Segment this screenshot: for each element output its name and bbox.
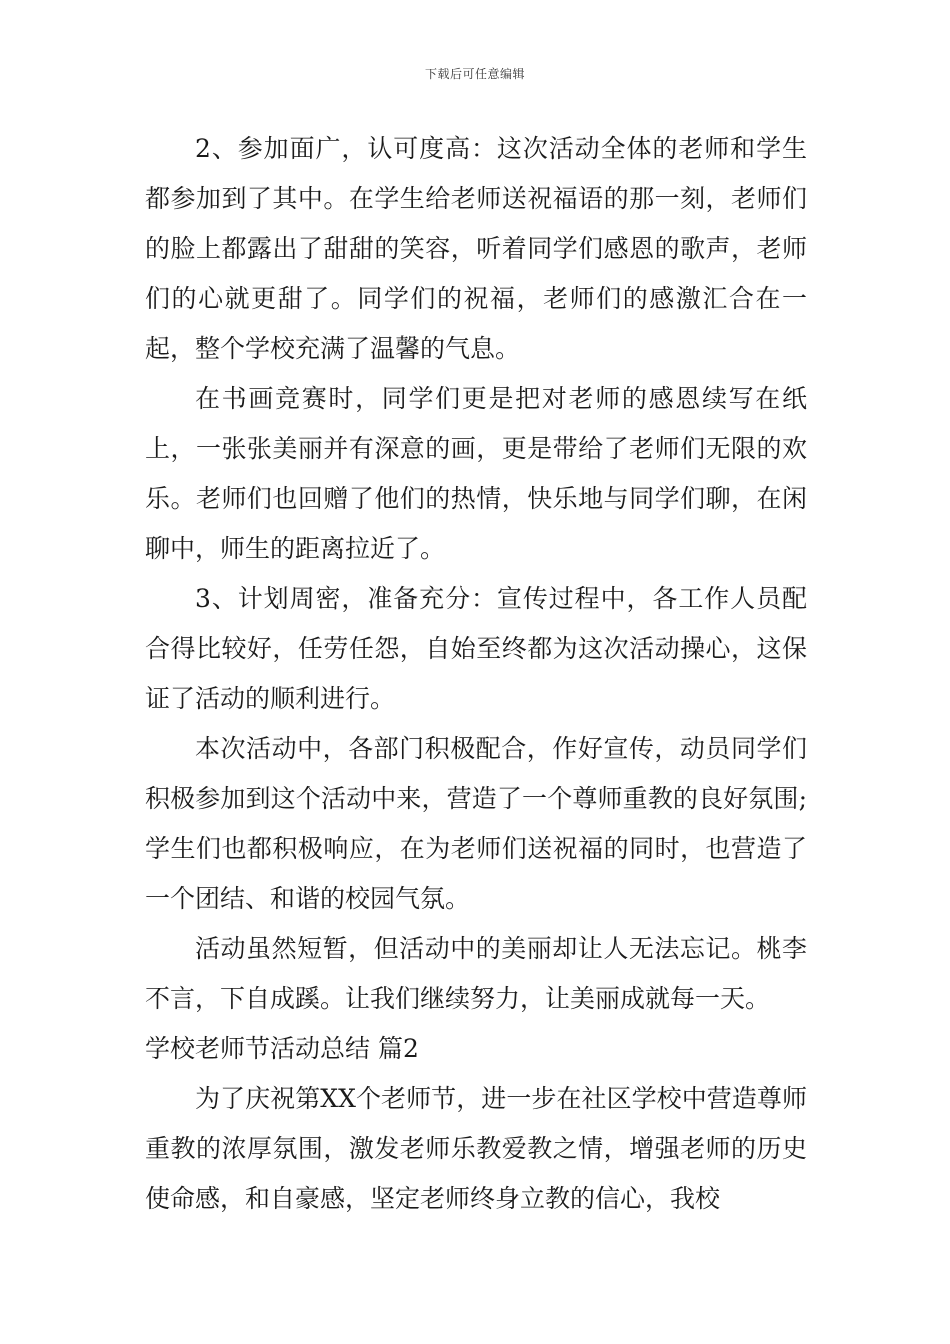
paragraph-2: 在书画竞赛时，同学们更是把对老师的感恩续写在纸上，一张张美丽并有深意的画，更是带给了老师们无限的欢乐。老师们也回赠了他们的热情，快乐地与同学们聊，在闲聊中，师生的距离拉近了。 (145, 384, 807, 563)
paragraph-1: 2、参加面广，认可度高：这次活动全体的老师和学生都参加到了其中。在学生给老师送祝福语的那一刻，老师们的脸上都露出了甜甜的笑容，听着同学们感恩的歌声，老师们的心就更甜了。同学们的祝福，老师们的感激汇合在一起，整个学校充满了温馨的气息。 (145, 134, 807, 363)
document-body (145, 124, 807, 1224)
paragraph-6: 为了庆祝第XX个老师节，进一步在社区学校中营造尊师重教的浓厚氛围，激发老师乐教爱教之情，增强老师的历史使命感，和自豪感，坚定老师终身立教的信心，我校 (145, 1084, 807, 1213)
paragraph-3: 3、计划周密，准备充分：宣传过程中，各工作人员配合得比较好，任劳任怨，自始至终都为这次活动操心，这保证了活动的顺利进行。 (145, 584, 807, 713)
paragraph-4: 本次活动中，各部门积极配合，作好宣传，动员同学们积极参加到这个活动中来，营造了一个尊师重教的良好氛围;学生们也都积极响应，在为老师们送祝福的同时，也营造了一个团结、和谐的校园气氛。 (145, 734, 807, 913)
section-title: 学校老师节活动总结 篇2 (145, 1034, 419, 1063)
page-header: 下载后可任意编辑 (424, 67, 525, 81)
paragraph-5: 活动虽然短暂，但活动中的美丽却让人无法忘记。桃李不言，下自成蹊。让我们继续努力，让美丽成就每一天。 (145, 934, 807, 1013)
